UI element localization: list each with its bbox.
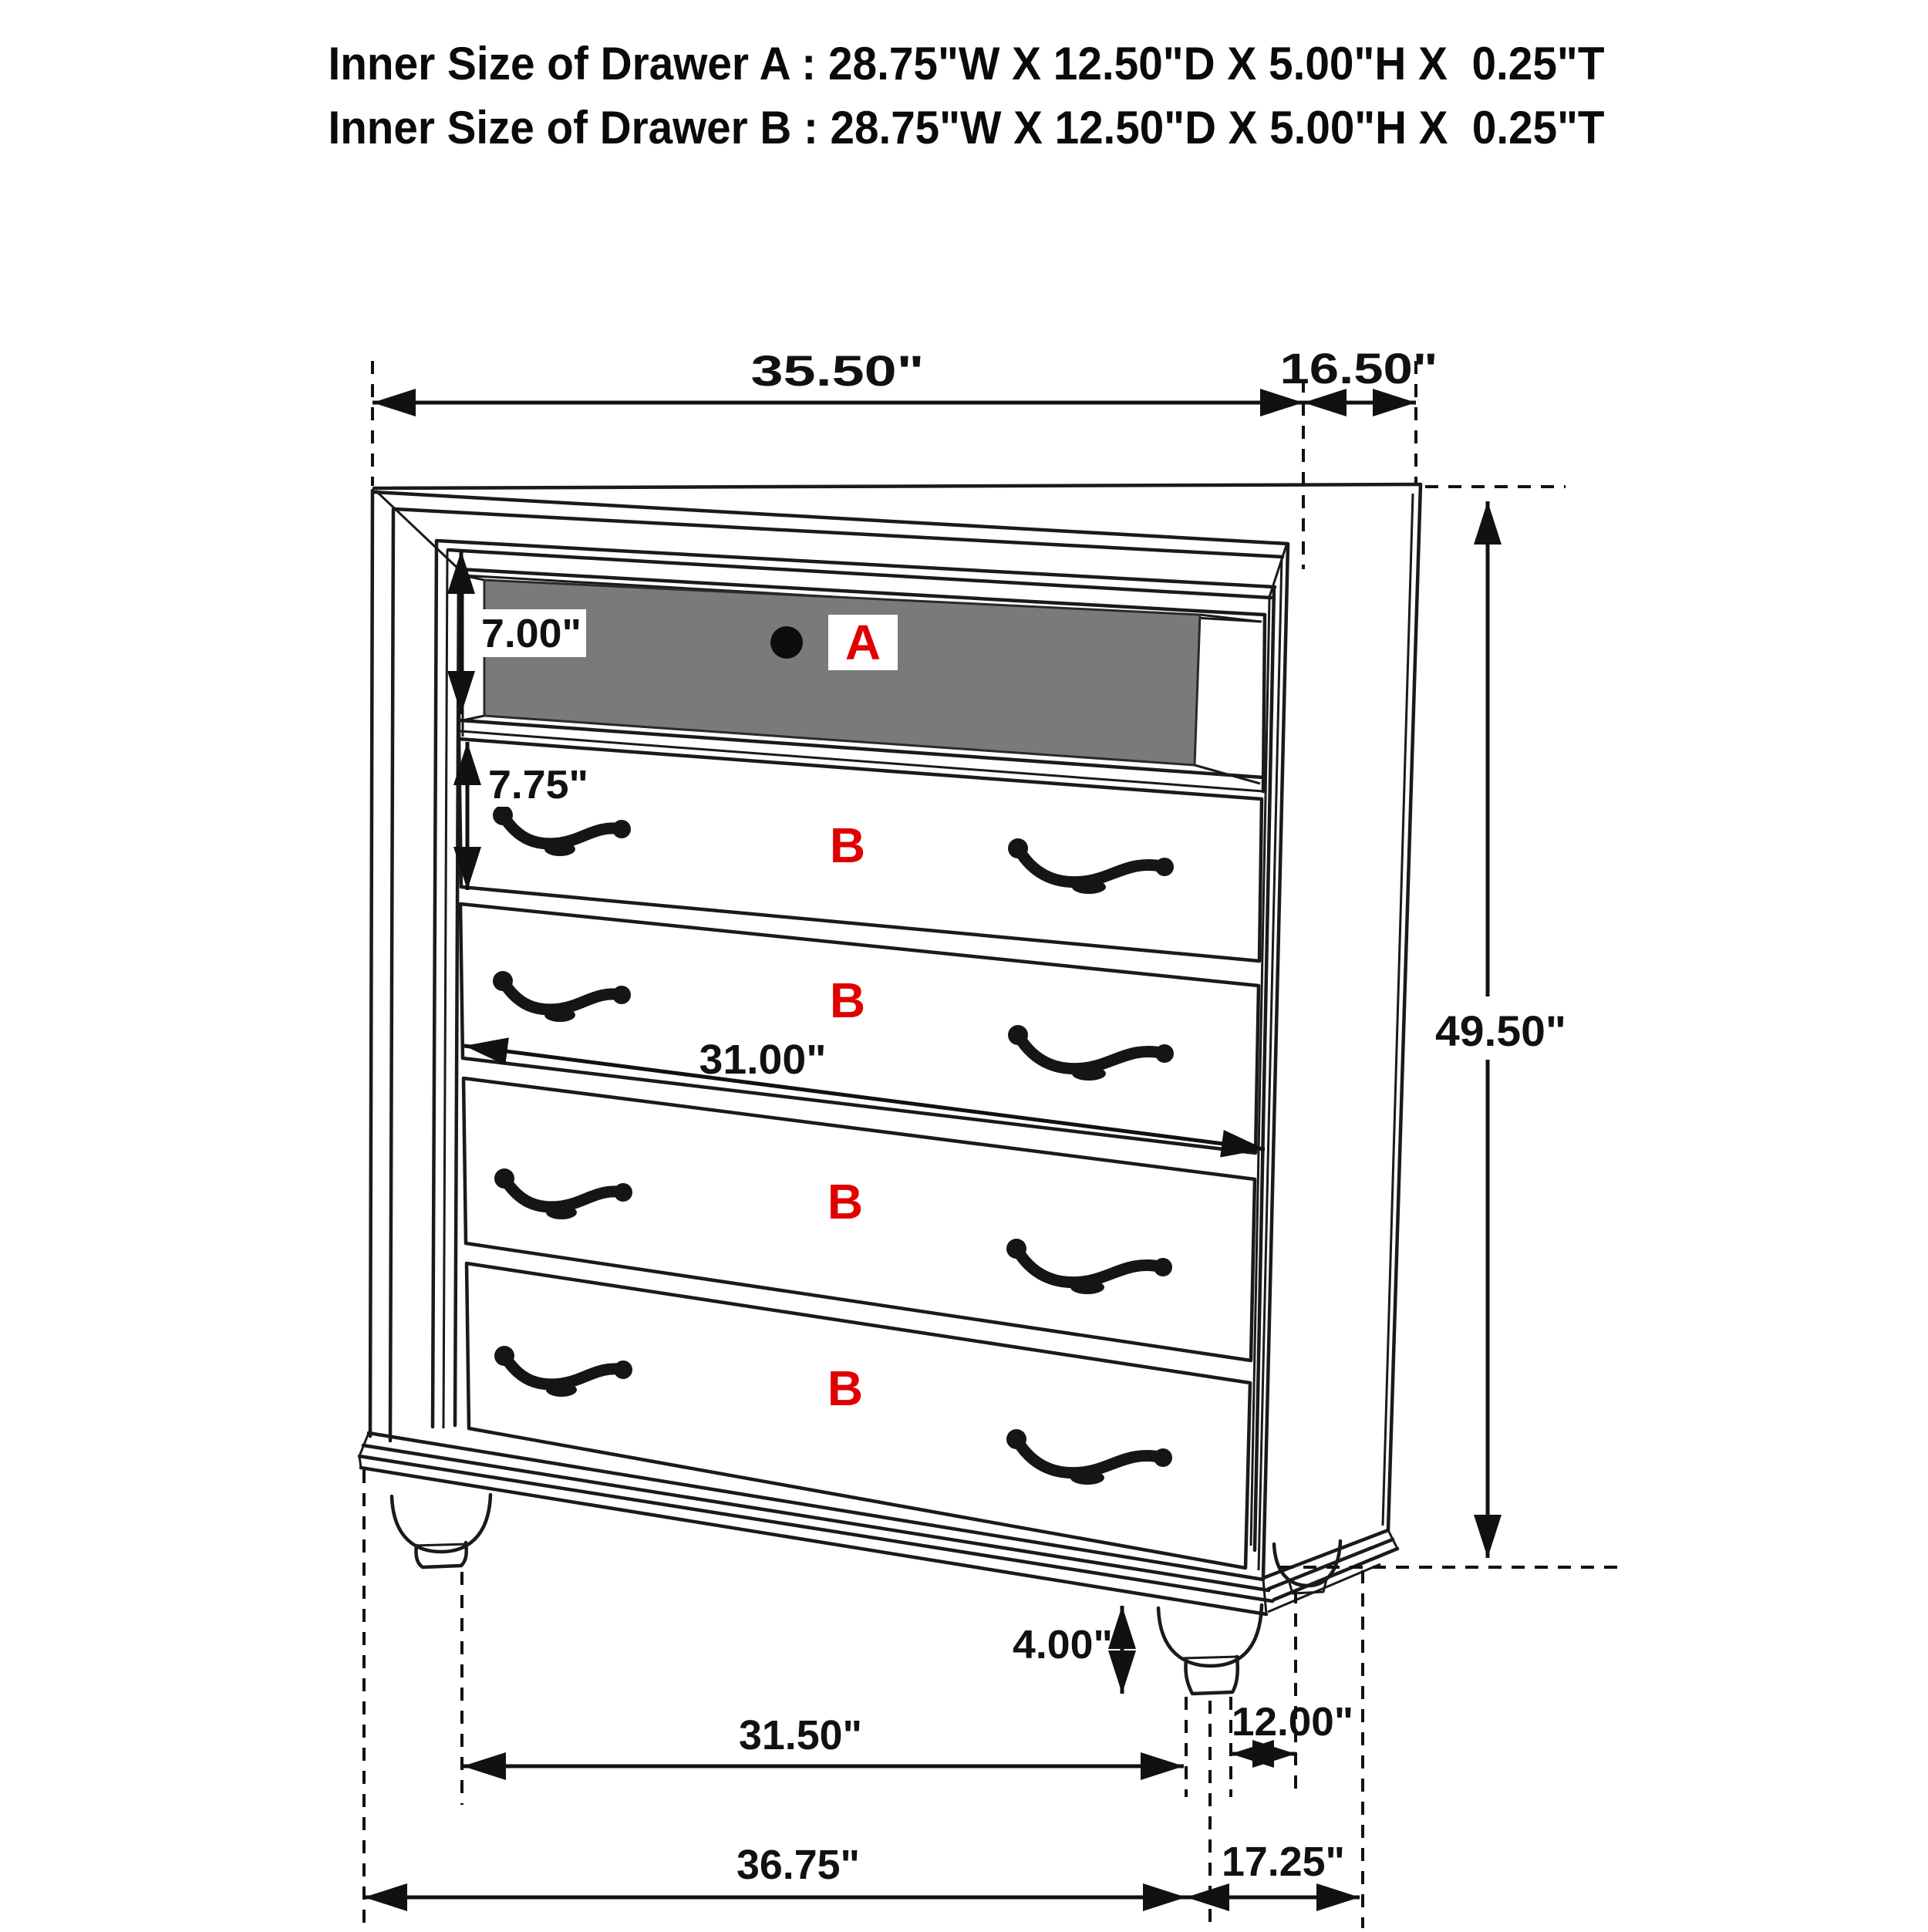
handle-lip	[546, 1205, 577, 1219]
top-front-edge	[374, 492, 1288, 544]
handle-lip	[544, 842, 575, 856]
handle-rosette	[1006, 1239, 1026, 1259]
drawer-b4-label: B	[827, 1360, 864, 1416]
dim-label-base-overall-depth: 17.25"	[1222, 1839, 1345, 1885]
handle-bar	[1018, 848, 1165, 882]
foot-ring	[414, 1544, 468, 1546]
dim-label-feet-span-depth: 12.00"	[1232, 1700, 1353, 1745]
handle-lip	[1072, 880, 1106, 894]
stile-line	[433, 541, 436, 1427]
dim-label-top-width: 35.50"	[750, 346, 925, 395]
crown-bevel-line	[395, 509, 1283, 557]
molding-line	[359, 1456, 1272, 1601]
handle-bar	[504, 1356, 623, 1384]
dim-label-base-overall-width: 36.75"	[736, 1842, 860, 1888]
handle-bar	[504, 1178, 623, 1207]
dim-feet-span-depth	[1231, 1700, 1353, 1754]
handle-lip	[1072, 1067, 1106, 1081]
handle-rosette	[612, 986, 631, 1004]
drawer-a-front	[484, 580, 1200, 765]
dim-label-drawer-a-height: 7.00"	[481, 612, 581, 656]
dim-drawer-b-height	[467, 742, 592, 890]
handle-rosette	[1006, 1429, 1026, 1449]
drawer-b2-left-handle	[493, 971, 631, 1022]
stile-line	[390, 509, 393, 1441]
handle-rosette	[1154, 1448, 1172, 1467]
panel-back-edge	[1388, 484, 1421, 1530]
drawer-b1-right-handle	[1008, 838, 1174, 894]
front-right-bun-foot	[1158, 1605, 1262, 1694]
handle-rosette	[1155, 858, 1174, 876]
top-back-edge	[374, 484, 1421, 488]
drawer-b3-label: B	[827, 1174, 864, 1229]
drawer-b4-right-handle	[1006, 1429, 1172, 1485]
foot-ring	[1183, 1657, 1239, 1658]
dim-label-drawer-width: 31.00"	[699, 1037, 827, 1083]
drawer-knob	[770, 626, 803, 659]
dim-overall-height	[1433, 501, 1569, 1558]
stile-line	[370, 491, 372, 1436]
drawer-b3-left-handle	[494, 1168, 632, 1219]
handle-rosette	[493, 971, 513, 991]
handle-rosette	[1008, 838, 1028, 858]
handle-bar	[1018, 1035, 1165, 1069]
drawer-b1-label: B	[829, 818, 866, 873]
drawer-b1-left-handle	[493, 805, 631, 856]
foot-bulb	[392, 1495, 490, 1552]
molding-right-cap	[1263, 1580, 1266, 1614]
drawer-a-label: A	[844, 615, 881, 670]
left-stile	[370, 491, 459, 1441]
title-line-2: Inner Size of Drawer B : 28.75"W X 12.50"D X 5.00"H X 0.25"T	[328, 102, 1605, 153]
drawer-b2-front	[460, 904, 1259, 1153]
handle-lip	[546, 1383, 577, 1397]
front-left-bun-foot	[392, 1495, 490, 1567]
handle-rosette	[1155, 1044, 1174, 1063]
handle-rosette	[614, 1183, 632, 1202]
dim-feet-span-width	[463, 1712, 1184, 1766]
panel-base-molding-line	[1269, 1539, 1393, 1589]
molding-left-cap	[359, 1433, 369, 1468]
molding-line	[363, 1445, 1269, 1590]
dim-base-overall-width	[364, 1842, 1186, 1897]
handle-rosette	[1008, 1025, 1028, 1045]
drawer-a	[484, 580, 1200, 765]
handle-rosette	[614, 1360, 632, 1379]
dim-base-overall-depth	[1186, 1839, 1360, 1897]
dim-label-overall-height: 49.50"	[1435, 1006, 1566, 1055]
handle-lip	[1070, 1471, 1104, 1485]
crown-miter-line	[1269, 545, 1286, 599]
drawer-b4-left-handle	[494, 1346, 632, 1397]
title-line-1: Inner Size of Drawer A : 28.75"W X 12.50"D X 5.00"H X 0.25"T	[328, 38, 1605, 89]
dim-label-top-depth: 16.50"	[1279, 344, 1438, 393]
handle-rosette	[494, 1346, 514, 1366]
handle-rosette	[494, 1168, 514, 1189]
dim-label-drawer-b-height: 7.75"	[488, 763, 588, 808]
drawer-b3-right-handle	[1006, 1239, 1172, 1294]
dim-label-foot-height: 4.00"	[1013, 1623, 1113, 1667]
panel-inner-line	[1383, 494, 1413, 1526]
drawer-b2-right-handle	[1008, 1025, 1174, 1081]
dim-label-feet-span-width: 31.50"	[739, 1712, 862, 1758]
drawer-b2-label: B	[829, 973, 866, 1028]
handle-lip	[1070, 1280, 1104, 1294]
dim-line	[464, 1046, 1265, 1149]
dim-foot-height	[1013, 1606, 1122, 1694]
handle-rosette	[612, 820, 631, 838]
frame-line	[1263, 615, 1265, 791]
handle-bar	[503, 815, 622, 844]
dim-top-width	[372, 346, 1303, 403]
dim-top-depth	[1280, 344, 1438, 403]
handle-bar	[503, 981, 622, 1010]
title-block	[329, 38, 1605, 153]
stile-line	[443, 551, 447, 1428]
handle-bar	[1016, 1249, 1163, 1283]
handle-rosette	[1154, 1258, 1172, 1276]
handle-lip	[544, 1008, 575, 1022]
handle-bar	[1016, 1439, 1163, 1473]
handle-rosette	[493, 805, 513, 825]
